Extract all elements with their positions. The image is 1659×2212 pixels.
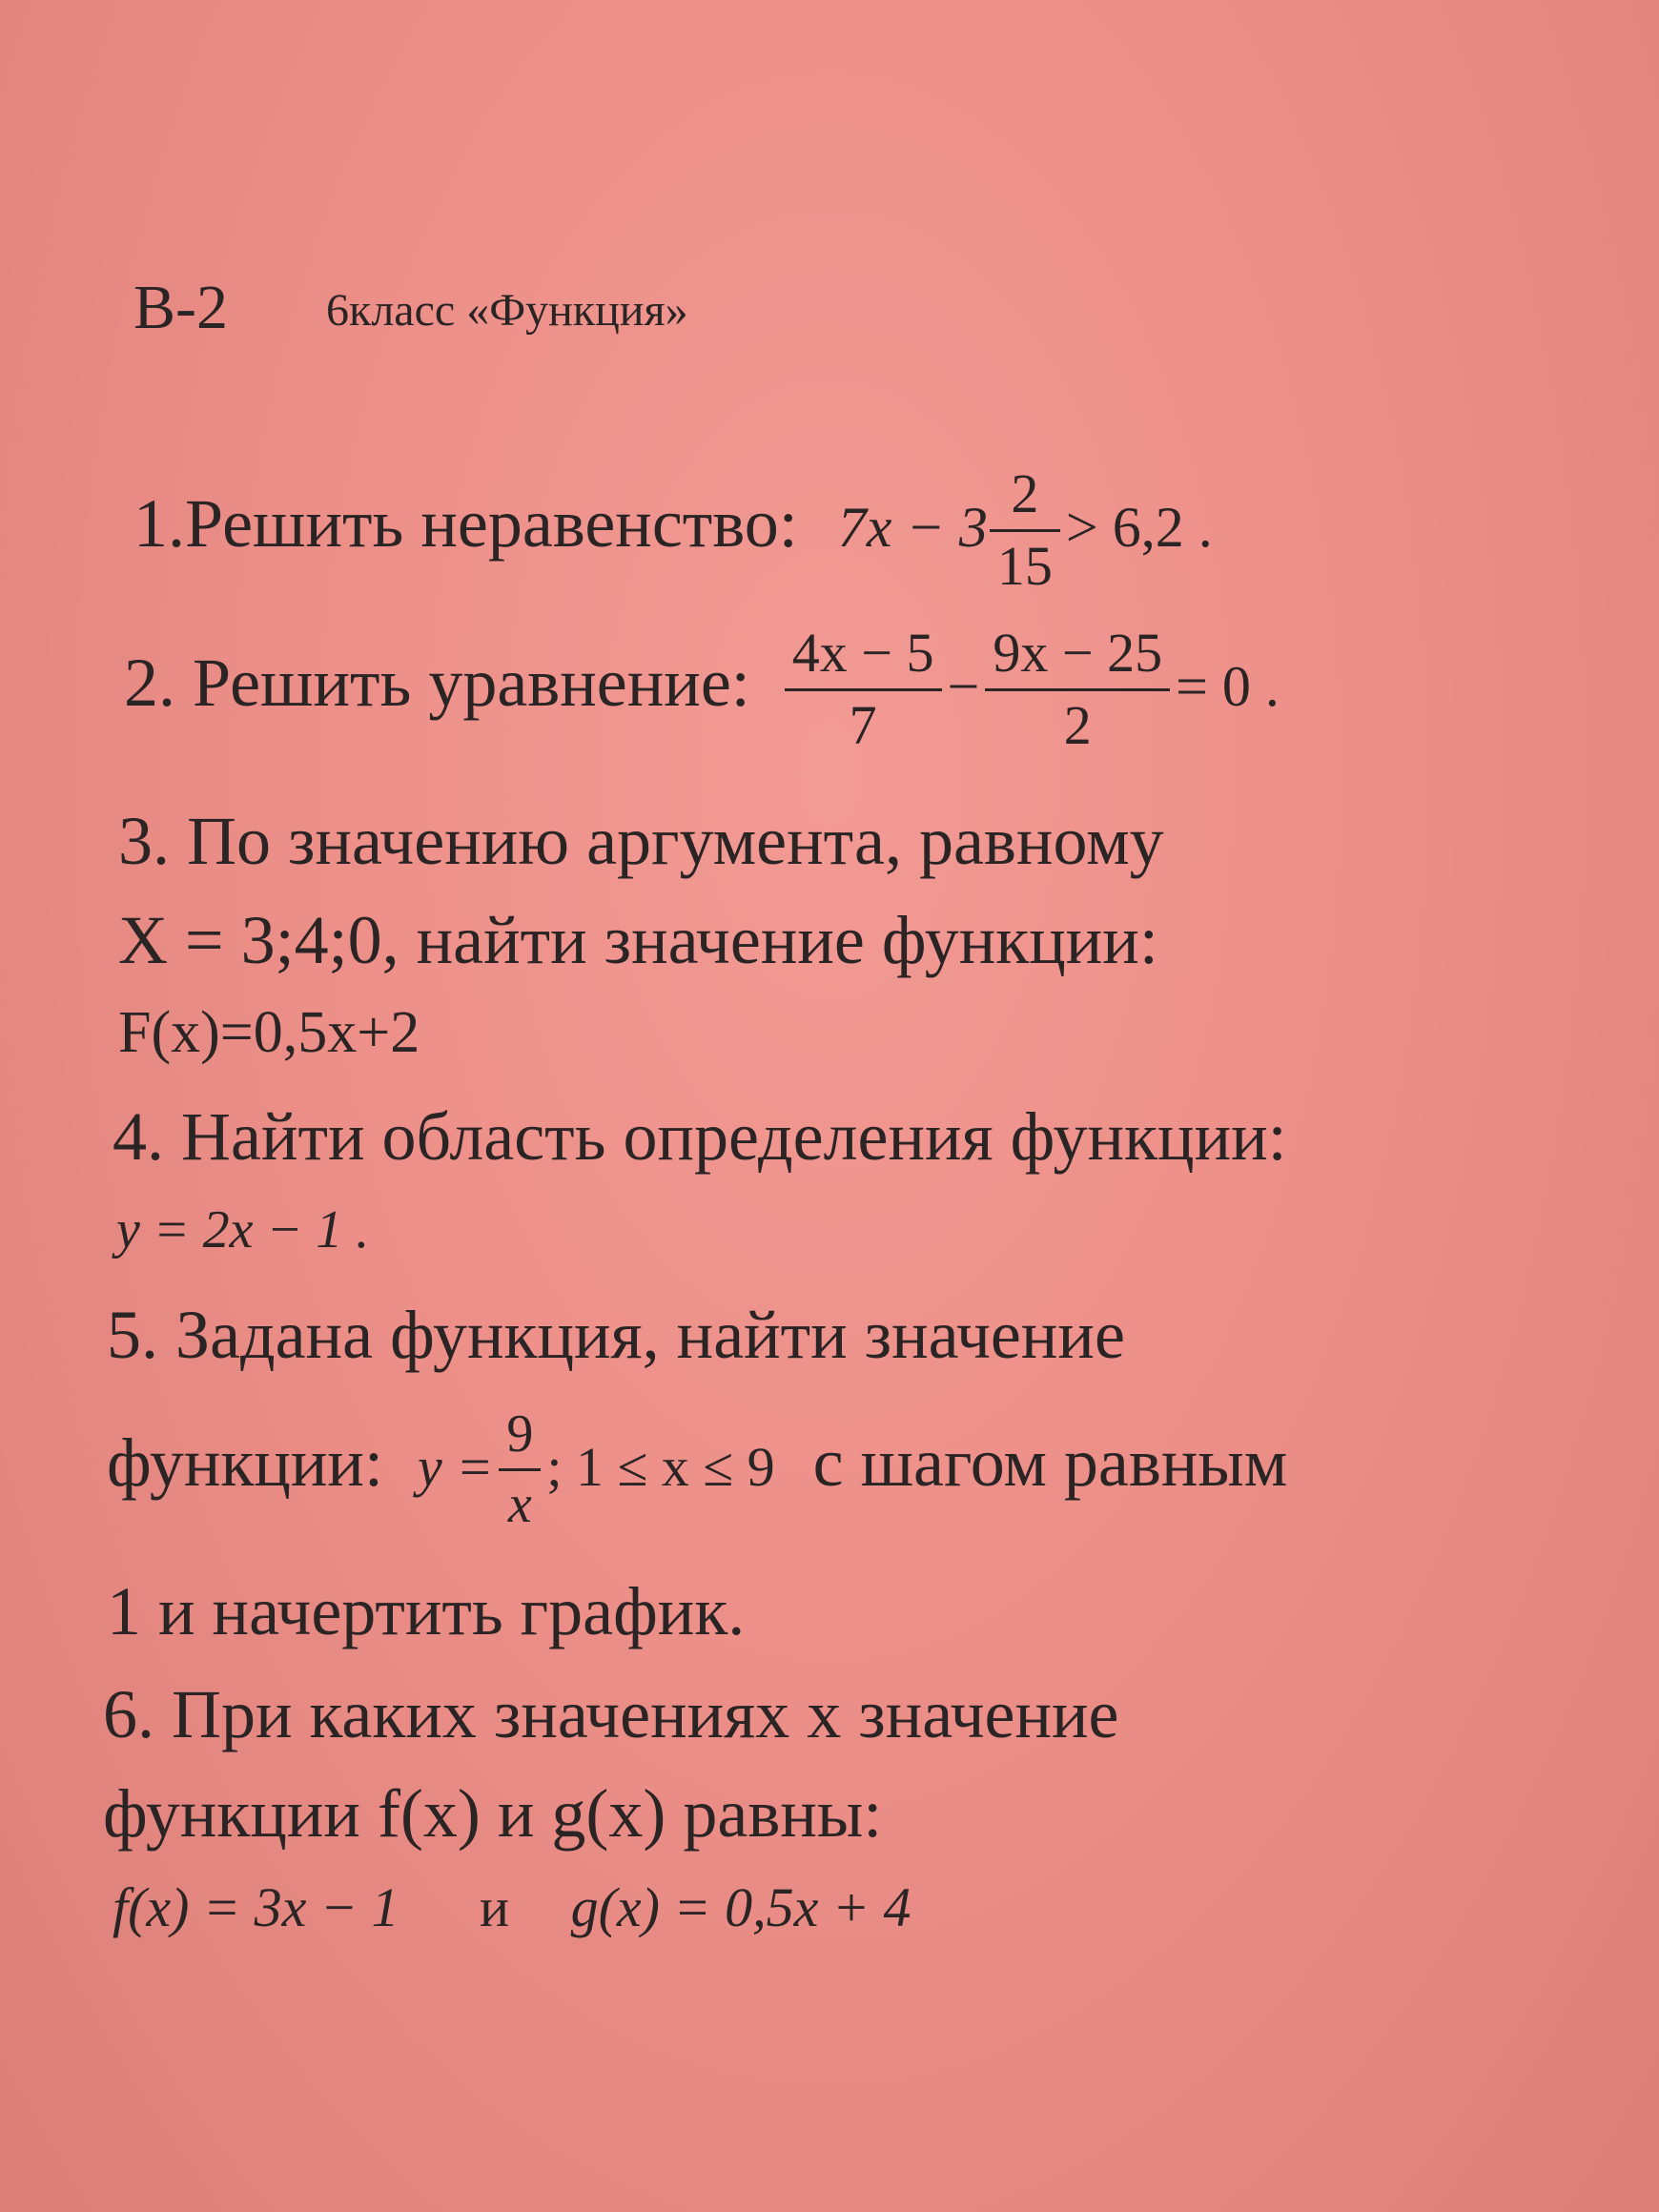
task-5-fraction [499, 1406, 541, 1533]
fraction-bar [785, 688, 942, 691]
task-3-line-1: 3. По значению аргумента, равному [118, 803, 1164, 879]
worksheet-title: 6класс «Функция» [326, 285, 688, 336]
task-4-line-1: 4. Найти область определения функции: [113, 1098, 1287, 1175]
fraction-bar [990, 529, 1060, 532]
task-5-line-1: 5. Задана функция, найти значение [107, 1297, 1125, 1373]
task-5-line-3: 1 и начертить график. [107, 1573, 746, 1649]
task-2-label: 2. Решить уравнение: [124, 644, 750, 721]
task-5-tail: с шагом равным [812, 1423, 1288, 1501]
task-1-frac-den: 15 [996, 534, 1053, 597]
task-6-line-3 [113, 1876, 911, 1938]
task-2-frac1-num: 4x − 5 [791, 622, 934, 684]
task-5-line-2 [107, 1406, 1287, 1533]
task-6-line-1: 6. При каких значениях x значение [103, 1676, 1119, 1752]
task-5-frac-num: 9 [506, 1404, 534, 1464]
task-1-expr-before: 7x − 3 [837, 495, 988, 559]
task-5-y-eq: y = [417, 1435, 494, 1498]
task-1-expr-after: > 6,2 . [1065, 495, 1213, 559]
task-2-frac1-den: 7 [849, 693, 877, 756]
task-6-f-expr: f(x) = 3x − 1 [113, 1876, 399, 1938]
task-1-frac-num: 2 [1011, 462, 1039, 524]
task-6-and: и [480, 1876, 510, 1938]
fraction-bar [985, 688, 1170, 691]
task-6-g-expr: g(x) = 0,5x + 4 [570, 1876, 911, 1938]
task-2-expr-after: = 0 . [1176, 654, 1280, 718]
task-3-line-2: X = 3;4;0, найти значение функции: [118, 902, 1158, 978]
fraction-bar [499, 1468, 541, 1471]
task-1 [133, 462, 1213, 597]
task-4-line-2: y = 2x − 1 . [116, 1200, 370, 1260]
task-2-frac2-num: 9x − 25 [993, 622, 1163, 684]
variant-label: В-2 [133, 273, 228, 342]
task-2-fraction-1 [785, 622, 942, 756]
task-3-line-3: F(x)=0,5x+2 [118, 1000, 420, 1065]
task-5-range: ; 1 ≤ x ≤ 9 [546, 1435, 775, 1498]
task-5-label: функции: [107, 1423, 383, 1501]
task-5-frac-den: x [507, 1474, 532, 1534]
task-1-fraction [990, 462, 1060, 597]
task-1-label: 1.Решить неравенство: [133, 484, 798, 562]
task-2-minus: − [947, 654, 980, 718]
task-2-fraction-2 [985, 622, 1170, 756]
task-2 [124, 622, 1280, 756]
task-6-line-2: функции f(x) и g(x) равны: [103, 1775, 883, 1852]
task-2-frac2-den: 2 [1063, 693, 1092, 756]
